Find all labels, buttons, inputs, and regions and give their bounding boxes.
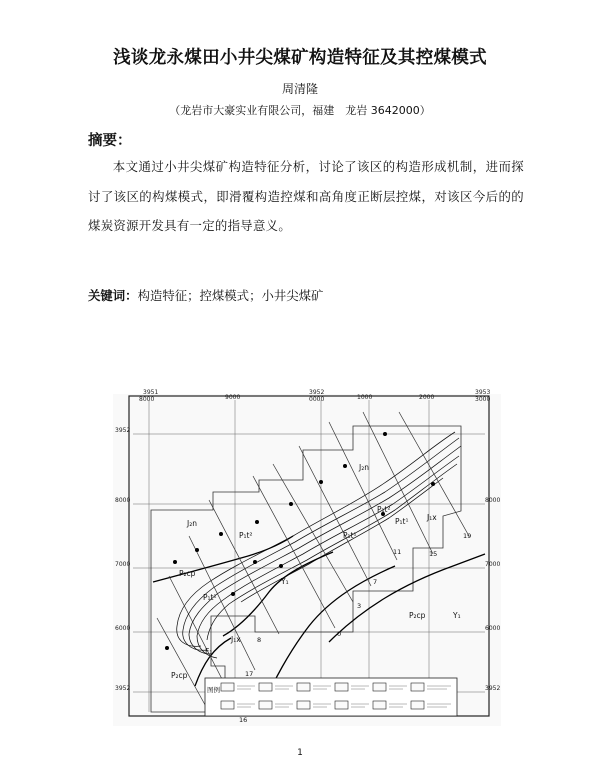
line-number: 15 xyxy=(429,550,438,558)
unit-label: P₁t² xyxy=(377,505,391,514)
coord-top: 9000 xyxy=(225,394,241,401)
abstract-body: 本文通过小井尖煤矿构造特征分析，讨论了该区的构造形成机制，进而探讨了该区的构煤模式，即滑覆构造控煤和高角度正断层控煤，对该区今后的的煤炭资源开发具有一定的指导意义。 xyxy=(88,159,524,233)
unit-label: Y₁ xyxy=(453,611,461,620)
unit-label: Y₁ xyxy=(281,577,289,586)
coord-top: 0000 xyxy=(309,396,325,403)
coord-right: 3952 xyxy=(485,685,501,692)
map-legend xyxy=(205,678,457,716)
coord-top: 3000 xyxy=(475,396,491,403)
coord-left: 3952 xyxy=(115,685,131,692)
line-number: 3 xyxy=(357,602,362,610)
unit-label: F₁ xyxy=(205,647,213,656)
coord-top: 1000 xyxy=(357,394,373,401)
unit-label: P₁t¹ xyxy=(343,531,357,540)
coord-top: 3952 xyxy=(309,389,325,396)
keywords-text: 构造特征；控煤模式；小井尖煤矿 xyxy=(137,288,324,303)
unit-label: P₁t¹ xyxy=(203,593,217,602)
line-number: 17 xyxy=(245,670,254,678)
coord-right: 8000 xyxy=(485,497,501,504)
coord-left: 7000 xyxy=(115,561,131,568)
line-number: 0 xyxy=(337,630,342,638)
line-number: 16 xyxy=(239,716,248,724)
unit-label: J₂n xyxy=(187,519,197,528)
unit-label: P₂cp xyxy=(409,611,426,620)
unit-label: P₁t¹ xyxy=(395,517,409,526)
unit-label: P₂cp xyxy=(179,569,196,578)
unit-label: P₂cp xyxy=(171,671,188,680)
geological-map-figure xyxy=(113,386,501,730)
coord-right: 7000 xyxy=(485,561,501,568)
page-number: 1 xyxy=(297,748,303,758)
unit-label: P₁t² xyxy=(239,531,253,540)
author-affiliation: （龙岩市大豪实业有限公司，福建 龙岩 3642000） xyxy=(169,104,431,117)
coord-right: 6000 xyxy=(485,625,501,632)
coord-top: 2000 xyxy=(419,394,435,401)
coord-left: 8000 xyxy=(115,497,131,504)
keywords-line xyxy=(88,286,323,304)
author-name: 周清隆 xyxy=(281,82,318,96)
coord-top: 3953 xyxy=(475,389,491,396)
line-number: 7 xyxy=(373,578,378,586)
line-number: 11 xyxy=(393,548,402,556)
unit-label: J₁x xyxy=(427,513,437,522)
coord-left: 3952 xyxy=(115,427,131,434)
coord-top: 8000 xyxy=(139,396,155,403)
line-number: 19 xyxy=(463,532,472,540)
line-number: 8 xyxy=(257,636,262,644)
unit-label: J₂n xyxy=(359,463,369,472)
legend-title: 图例 xyxy=(207,686,220,694)
unit-label: J₁x xyxy=(231,635,241,644)
abstract-label: 摘要： xyxy=(88,133,132,149)
coord-left: 6000 xyxy=(115,625,131,632)
paper-title: 浅谈龙永煤田小井尖煤矿构造特征及其控煤模式 xyxy=(113,48,487,68)
coord-top: 3951 xyxy=(143,389,159,396)
keywords-label: 关键词： xyxy=(88,288,138,303)
